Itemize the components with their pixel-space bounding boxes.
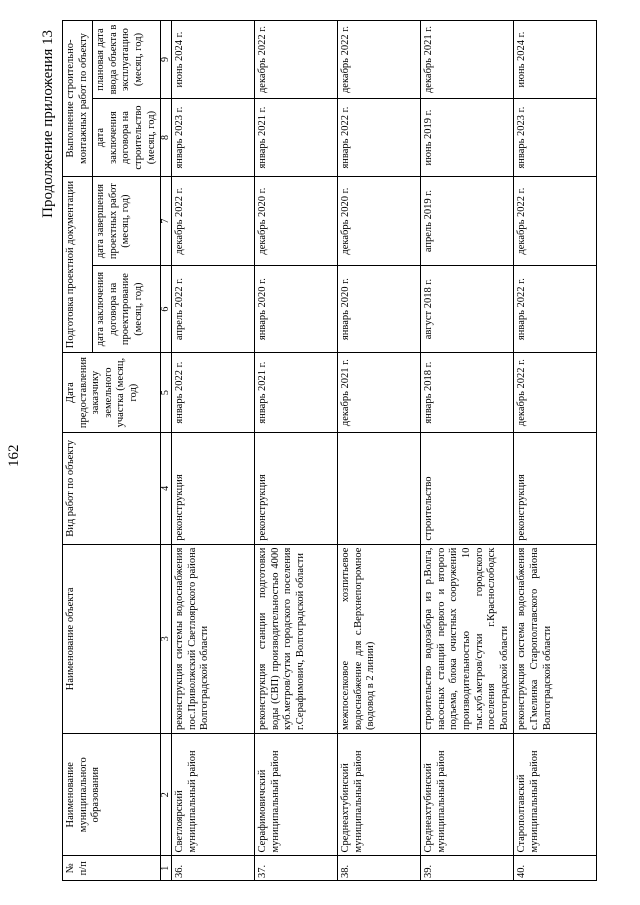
- commissioning-cell: июнь 2024 г.: [514, 21, 597, 99]
- design-contract-cell: январь 2020 г.: [255, 266, 338, 353]
- column-number: 2: [161, 733, 172, 856]
- object-cell: реконструкция системы водоснабжения пос.Приволжский Светлоярского района Волгоградской области: [172, 544, 255, 733]
- object-cell: межпоселковое хозпитьевое водоснабжение для с.Верхнепогромное (водовод в 2 линии): [338, 544, 421, 733]
- objects-table: [62, 20, 597, 881]
- construction-contract-cell: январь 2022 г.: [338, 99, 421, 177]
- design-finish-cell: декабрь 2020 г.: [255, 177, 338, 266]
- table-row: [421, 21, 514, 881]
- header-construction-group: Выполнение строительно-монтажных работ по объекту: [63, 21, 93, 177]
- header-design-group: Подготовка проектной документации: [63, 177, 93, 353]
- column-number: 5: [161, 353, 172, 433]
- work-type-cell: строительство: [421, 433, 514, 544]
- object-cell: реконструкция система водоснабжения с.Гмелинка Старополтавского района Волгоградской области: [514, 544, 597, 733]
- column-number: 7: [161, 177, 172, 266]
- table-row: [514, 21, 597, 881]
- design-finish-cell: декабрь 2022 г.: [172, 177, 255, 266]
- design-finish-cell: декабрь 2020 г.: [338, 177, 421, 266]
- table-row: [255, 21, 338, 881]
- design-contract-cell: август 2018 г.: [421, 266, 514, 353]
- design-finish-cell: апрель 2019 г.: [421, 177, 514, 266]
- row-number: 38.: [338, 856, 421, 881]
- commissioning-cell: декабрь 2022 г.: [255, 21, 338, 99]
- municipality-cell: Серафимовичский муниципальный район: [255, 733, 338, 856]
- column-number: 4: [161, 433, 172, 544]
- header-municipality: Наименование муниципального образования: [63, 733, 161, 856]
- work-type-cell: реконструкция: [514, 433, 597, 544]
- municipality-cell: Среднеахтубинский муниципальный район: [338, 733, 421, 856]
- header-land-date: Дата предоставления заказчику земельного участка (месяц, год): [63, 353, 161, 433]
- header-design-contract: дата заключения договора на проектирование (месяц, год): [93, 266, 161, 353]
- header-commissioning: плановая дата ввода объекта в эксплуатацию (месяц, год): [93, 21, 161, 99]
- object-cell: строительство водозабора из р.Волга, насосных станций первого и второго подъема, блока очистных сооружений производительностью 10 тыс.куб.метров/сутки городского поселения г.Краснослободск Волгоградской области: [421, 544, 514, 733]
- construction-contract-cell: январь 2023 г.: [172, 99, 255, 177]
- land-date-cell: январь 2022 г.: [172, 353, 255, 433]
- row-number: 40.: [514, 856, 597, 881]
- column-number: 1: [161, 856, 172, 881]
- municipality-cell: Среднеахтубинский муниципальный район: [421, 733, 514, 856]
- construction-contract-cell: январь 2023 г.: [514, 99, 597, 177]
- commissioning-cell: декабрь 2021 г.: [421, 21, 514, 99]
- header-construction-contract: дата заключения договора на строительство (месяц, год): [93, 99, 161, 177]
- commissioning-cell: июнь 2024 г.: [172, 21, 255, 99]
- municipality-cell: Старополтавский муниципальный район: [514, 733, 597, 856]
- land-date-cell: январь 2018 г.: [421, 353, 514, 433]
- design-contract-cell: январь 2022 г.: [514, 266, 597, 353]
- construction-contract-cell: июнь 2019 г.: [421, 99, 514, 177]
- header-no: № п/п: [63, 856, 161, 881]
- header-work-type: Вид работ по объекту: [63, 433, 161, 544]
- column-number-row: [161, 21, 172, 881]
- land-date-cell: декабрь 2022 г.: [514, 353, 597, 433]
- design-contract-cell: январь 2020 г.: [338, 266, 421, 353]
- land-date-cell: январь 2021 г.: [255, 353, 338, 433]
- object-cell: реконструкция станции подготовки воды (СВП) производительностью 4000 куб.метров/сутки городского поселения г.Серафимович, Волгоградской области: [255, 544, 338, 733]
- header-object: Наименование объекта: [63, 544, 161, 733]
- work-type-cell: [338, 433, 421, 544]
- row-number: 36.: [172, 856, 255, 881]
- table-row: [338, 21, 421, 881]
- row-number: 37.: [255, 856, 338, 881]
- construction-contract-cell: январь 2021 г.: [255, 99, 338, 177]
- land-date-cell: декабрь 2021 г.: [338, 353, 421, 433]
- continuation-label: Продолжение приложения 13: [40, 30, 56, 218]
- column-number: 6: [161, 266, 172, 353]
- municipality-cell: Светлоярский муниципальный район: [172, 733, 255, 856]
- page-number: 162: [6, 444, 22, 467]
- header-design-finish: дата завершения проектных работ (месяц, год): [93, 177, 161, 266]
- design-contract-cell: апрель 2022 г.: [172, 266, 255, 353]
- column-number: 8: [161, 99, 172, 177]
- table-row: [172, 21, 255, 881]
- column-number: 3: [161, 544, 172, 733]
- work-type-cell: реконструкция: [255, 433, 338, 544]
- commissioning-cell: декабрь 2022 г.: [338, 21, 421, 99]
- row-number: 39.: [421, 856, 514, 881]
- design-finish-cell: декабрь 2022 г.: [514, 177, 597, 266]
- work-type-cell: реконструкция: [172, 433, 255, 544]
- column-number: 9: [161, 21, 172, 99]
